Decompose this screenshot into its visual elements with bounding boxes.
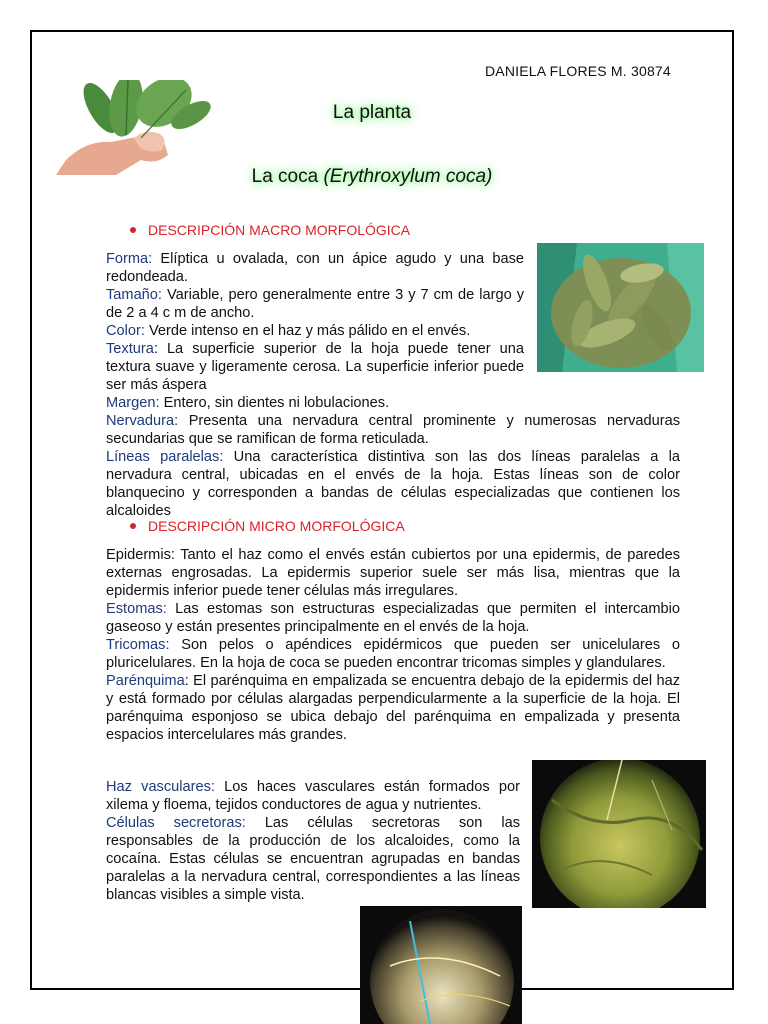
micro-heading-text: DESCRIPCIÓN MICRO MORFOLÓGICA [148, 518, 405, 534]
dried-leaves-photo [537, 243, 704, 372]
micro-text-block-bottom [106, 778, 520, 904]
subtitle-prefix: La coca [251, 166, 324, 187]
bullet-icon [130, 227, 136, 233]
text-celulas-secretoras: Las células secretoras son las responsables de la producción de los alcaloides, como la cocaína. Estas células se encuentran agrupadas en bandas paralelas a la nervadura central, correspondientes a las líneas blancas visibles a simple vista. [106, 815, 520, 903]
macro-text-block [106, 250, 680, 520]
macro-heading [130, 222, 410, 238]
label-textura: Textura [106, 341, 154, 357]
text-parenquima: : El parénquima en empalizada se encuentra debajo de la epidermis del haz y está formado por células alargadas perpendicularmente a la superficie de la hoja. El parénquima esponjoso se ubica debajo del parénquima en empalizada y presenta espacios intercelulares más grandes. [106, 673, 680, 743]
text-nervadura: Presenta una nervadura central prominente y numerosas nervaduras secundarias que se ramifican de forma reticulada. [106, 413, 680, 447]
label-lineas-paralelas: Líneas paralelas: [106, 449, 224, 465]
hand-holding-leaves-image [56, 80, 216, 175]
micro-heading [130, 518, 405, 534]
macro-heading-text: DESCRIPCIÓN MACRO MORFOLÓGICA [148, 222, 411, 238]
bullet-icon [130, 523, 136, 529]
label-haz-vasculares: Haz vasculares: [106, 779, 215, 795]
label-forma: Forma: [106, 251, 153, 267]
text-forma: Elíptica u ovalada, con un ápice agudo y una base redondeada. [106, 251, 524, 285]
microscope-photo-secretory [360, 906, 522, 1024]
label-parenquima: Parénquima [106, 673, 185, 689]
label-tricomas: Tricomas: [106, 637, 170, 653]
text-lineas-paralelas: Una característica distintiva son las dos líneas paralelas a la nervadura central, ubicadas en el envés de la hoja. Estas líneas son de color blanquecino y corresponden a bandas de células especializadas que contienen los alcaloides [106, 449, 680, 519]
text-tamano: Variable, pero generalmente entre 3 y 7 cm de largo y de 2 a 4 c m de ancho. [106, 287, 524, 321]
microscope-photo-vascular [532, 760, 706, 908]
micro-text-block-top [106, 546, 680, 744]
text-margen: Entero, sin dientes ni lobulaciones. [159, 395, 390, 411]
label-nervadura: Nervadura: [106, 413, 179, 429]
label-celulas-secretoras: Células secretoras: [106, 815, 246, 831]
label-estomas: Estomas: [106, 601, 167, 617]
label-tamano: Tamaño: [106, 287, 162, 303]
text-epidermis: Tanto el haz como el envés están cubiertos por una epidermis, de paredes externas engrosadas. La epidermis superior suele ser más lisa, mientras que la epidermis inferior puede tener células más irregulares. [106, 547, 680, 599]
text-haz-vasculares: Los haces vasculares están formados por xilema y floema, tejidos conductores de agua y nutrientes. [106, 779, 520, 813]
subtitle-scientific-name: (Erythroxylum coca) [323, 166, 493, 187]
label-color: Color: [106, 323, 145, 339]
text-estomas: Las estomas son estructuras especializadas que permiten el intercambio gaseoso y están presentes principalmente en el envés de la hoja. [106, 601, 680, 635]
label-epidermis: Epidermis: [106, 547, 175, 563]
page-subtitle [0, 166, 744, 188]
text-tricomas: Son pelos o apéndices epidérmicos que pueden ser unicelulares o pluricelulares. En la hoja de coca se pueden encontrar tricomas simples y glandulares. [106, 637, 680, 671]
page-title: La planta [332, 102, 412, 123]
text-textura: : La superficie superior de la hoja puede tener una textura suave y ligeramente cerosa. La superficie inferior puede ser más áspera [106, 341, 524, 393]
author-line: DANIELA FLORES M. 30874 [485, 63, 671, 79]
label-margen: Margen: [106, 395, 160, 411]
text-color: Verde intenso en el haz y más pálido en el envés. [144, 323, 471, 339]
